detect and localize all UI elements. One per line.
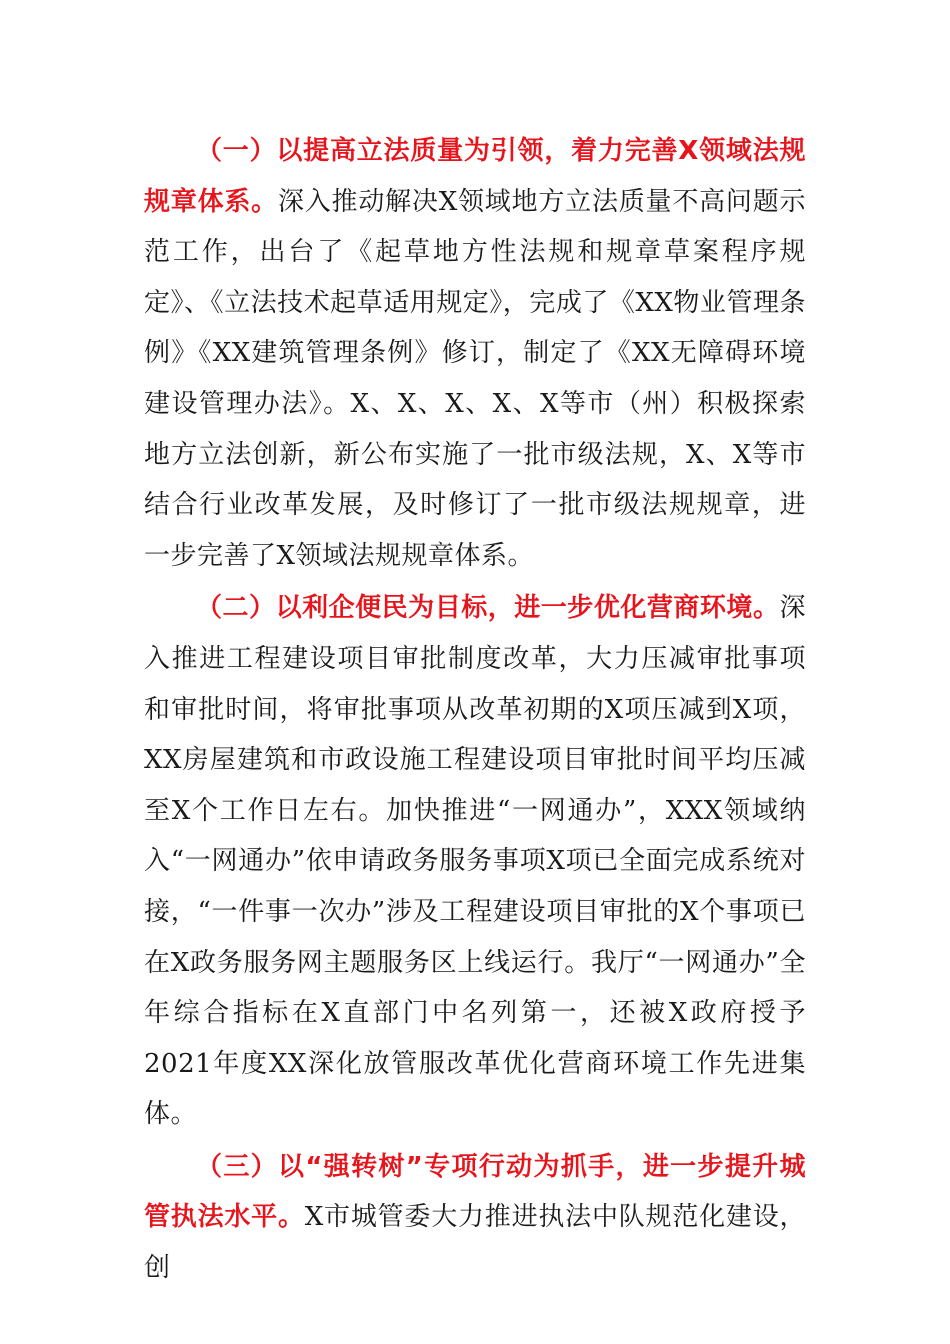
section-3-heading: （三）以“强转树”专项行动为抓手，进一步提升城管执法水平。 xyxy=(144,1151,806,1233)
section-1-heading: （一）以提高立法质量为引领，着力完善X领域法规规章体系。 xyxy=(144,136,806,217)
section-2-text: 深入推进工程建设项目审批制度改革，大力压减审批事项和审批时间，将审批事项从改革初期的X项压减到X项，XX房屋建筑和市政设施工程建设项目审批时间平均压减至X个工作日左右。加快推进“一网通办”，XXX领域纳入“一网通办”依申请政务服务事项X项已全面完成系统对接，“一件事一次办”涉及工程建设项目审批的X个事项已在X政务服务网主题服务区上线运行。我厅“一网通办”全年综合指标在X直部门中名列第一，还被X政府授予2021年度XX深化放管服改革优化营商环境工作先进集体。 xyxy=(144,593,806,1130)
section-2-paragraph xyxy=(144,583,806,1140)
section-2-heading: （二）以利企便民为目标，进一步优化营商环境。 xyxy=(196,593,780,624)
section-1-text: 深入推动解决X领域地方立法质量不高问题示范工作，出台了《起草地方性法规和规章草案程序规定》、《立法技术起草适用规定》，完成了《XX物业管理条例》《XX建筑管理条例》修订，制定了《XX无障碍环境建设管理办法》。X、X、X、X、X等市（州）积极探索地方立法创新，新公布实施了一批市级法规，X、X等市结合行业改革发展，及时修订了一批市级法规规章，进一步完善了X领域法规规章体系。 xyxy=(144,186,806,571)
document-body xyxy=(144,126,806,1294)
section-3-paragraph xyxy=(144,1142,806,1294)
section-1-paragraph xyxy=(144,126,806,581)
section-3-text: X市城管委大力推进执法中队规范化建设，创 xyxy=(144,1202,806,1284)
